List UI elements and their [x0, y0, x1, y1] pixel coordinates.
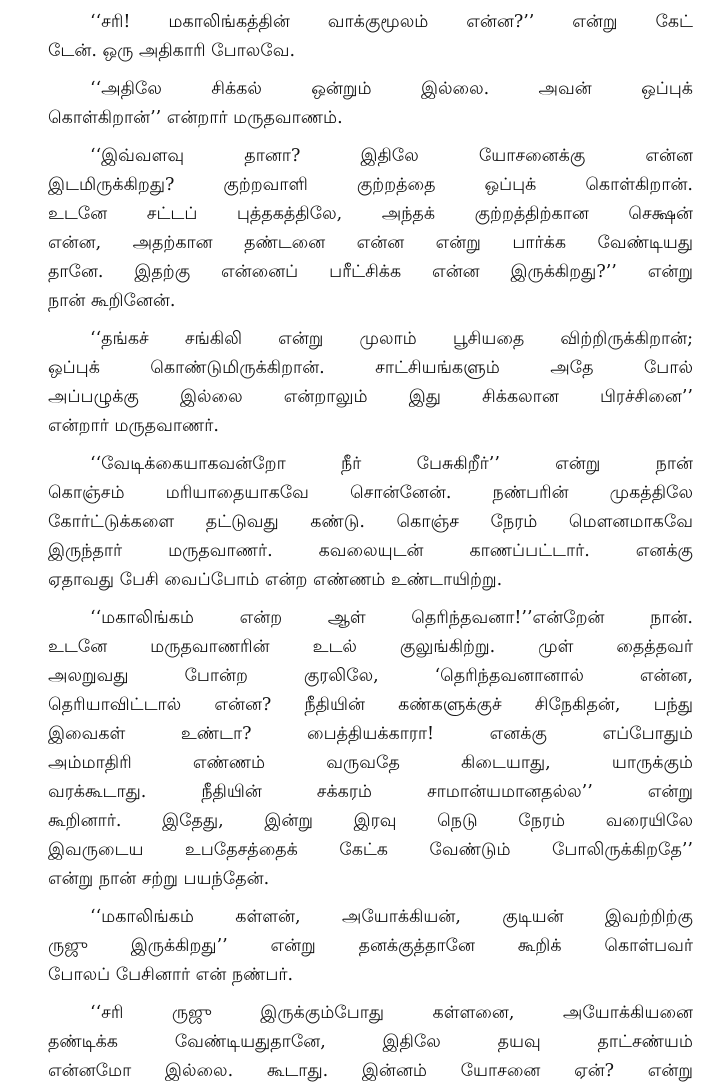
text-line: ‘‘மகாலிங்கம் என்ற ஆள் தெரிந்தவனா!’’என்றேன் நான்.: [90, 608, 693, 628]
text-line: கொஞ்சம் மரியாதையாகவே சொன்னேன். நண்பரின் முகத்திலே: [48, 483, 693, 503]
paragraph: [48, 8, 693, 66]
paragraph: [48, 999, 693, 1086]
text-line: ‘‘வேடிக்கையாகவன்றோ நீர் பேசுகிறீர்’’ என்று நான்: [90, 454, 693, 474]
text-line: உடனே சட்டப் புத்தகத்திலே, அந்தக் குற்றத்திற்கான செக்ஷன்: [48, 204, 693, 224]
text-line: அலறுவது போன்ற குரலிலே, ‘தெரிந்தவனானால் என்ன,: [48, 666, 693, 686]
text-line: நான் கூறினேன்.: [48, 291, 176, 311]
paragraph: [48, 450, 693, 595]
paragraph: [48, 604, 693, 894]
text-line: உடனே மருதவாணரின் உடல் குலுங்கிற்று. முள் தைத்தவர்: [48, 637, 693, 657]
text-line: என்று நான் சற்று பயந்தேன்.: [48, 869, 270, 889]
text-line: அம்மாதிரி எண்ணம் வருவதே கிடையாது, யாருக்கும்: [48, 753, 693, 773]
text-line: ஏதாவது பேசி வைப்போம் என்ற எண்ணம் உண்டாயிற்று.: [48, 570, 503, 590]
paragraph: [48, 142, 693, 316]
text-line: ‘‘சரி! மகாலிங்கத்தின் வாக்குமூலம் என்ன?’’ என்று கேட்: [90, 12, 693, 32]
paragraph: [48, 903, 693, 990]
text-line: ‘‘சரி ருஜு இருக்கும்போது கள்ளனை, அயோக்கியனை: [90, 1003, 693, 1023]
text-line: அப்பழுக்கு இல்லை என்றாலும் இது சிக்கலான பிரச்சினை’’: [48, 387, 693, 407]
text-line: ‘‘இவ்வளவு தானா? இதிலே யோசனைக்கு என்ன: [90, 146, 693, 166]
text-line: என்ன, அதற்கான தண்டனை என்ன என்று பார்க்க வேண்டியது: [48, 233, 693, 253]
paragraph: [48, 325, 693, 441]
text-line: கொள்கிறான்’’ என்றார் மருதவாணம்.: [48, 108, 343, 128]
text-line: கூறினார். இதேது, இன்று இரவு நெடு நேரம் வரையிலே: [48, 811, 693, 831]
text-line: ருஜு இருக்கிறது’’ என்று தனக்குத்தானே கூறிக் கொள்பவர்: [48, 936, 693, 956]
text-line: வரக்கூடாது. நீதியின் சக்கரம் சாமான்யமானதல்ல’’ என்று: [48, 782, 693, 802]
text-line: என்றார் மருதவாணர்.: [48, 416, 219, 436]
text-line: கோர்ட்டுக்களை தட்டுவது கண்டு. கொஞ்ச நேரம் மௌனமாகவே: [48, 512, 693, 532]
text-line: ஒப்புக் கொண்டுமிருக்கிறான். சாட்சியங்களும் அதே போல்: [48, 358, 693, 378]
text-line: போலப் பேசினார் என் நண்பர்.: [48, 965, 294, 985]
paragraph: [48, 75, 693, 133]
text-line: இவைகள் உண்டா? பைத்தியக்காரா! எனக்கு எப்போதும்: [48, 724, 693, 744]
text-line: தெரியாவிட்டால் என்ன? நீதியின் கண்களுக்குச் சிநேகிதன், பந்து: [48, 695, 693, 715]
text-line: டேன். ஒரு அதிகாரி போலவே.: [48, 41, 296, 61]
text-line: இடமிருக்கிறது? குற்றவாளி குற்றத்தை ஒப்புக் கொள்கிறான்.: [48, 175, 693, 195]
text-line: ‘‘அதிலே சிக்கல் ஒன்றும் இல்லை. அவன் ஒப்புக்: [90, 79, 693, 99]
text-line: இருந்தார் மருதவாணர். கவலையுடன் காணப்பட்டார். எனக்கு: [48, 541, 693, 561]
text-line: என்னமோ இல்லை. கூடாது. இன்னம் யோசனை ஏன்? என்று: [48, 1061, 693, 1081]
text-line: ‘‘மகாலிங்கம் கள்ளன், அயோக்கியன், குடியன் இவற்றிற்கு: [90, 907, 693, 927]
text-line: இவருடைய உபதேசத்தைக் கேட்க வேண்டும் போலிருக்கிறதே’’: [48, 840, 693, 860]
text-line: தானே. இதற்கு என்னைப் பரீட்சிக்க என்ன இருக்கிறது?’’ என்று: [48, 262, 693, 282]
text-line: தண்டிக்க வேண்டியதுதானே, இதிலே தயவு தாட்சண்யம்: [48, 1032, 693, 1052]
text-line: ‘‘தங்கச் சங்கிலி என்று முலாம் பூசியதை விற்றிருக்கிறான்;: [90, 329, 693, 349]
